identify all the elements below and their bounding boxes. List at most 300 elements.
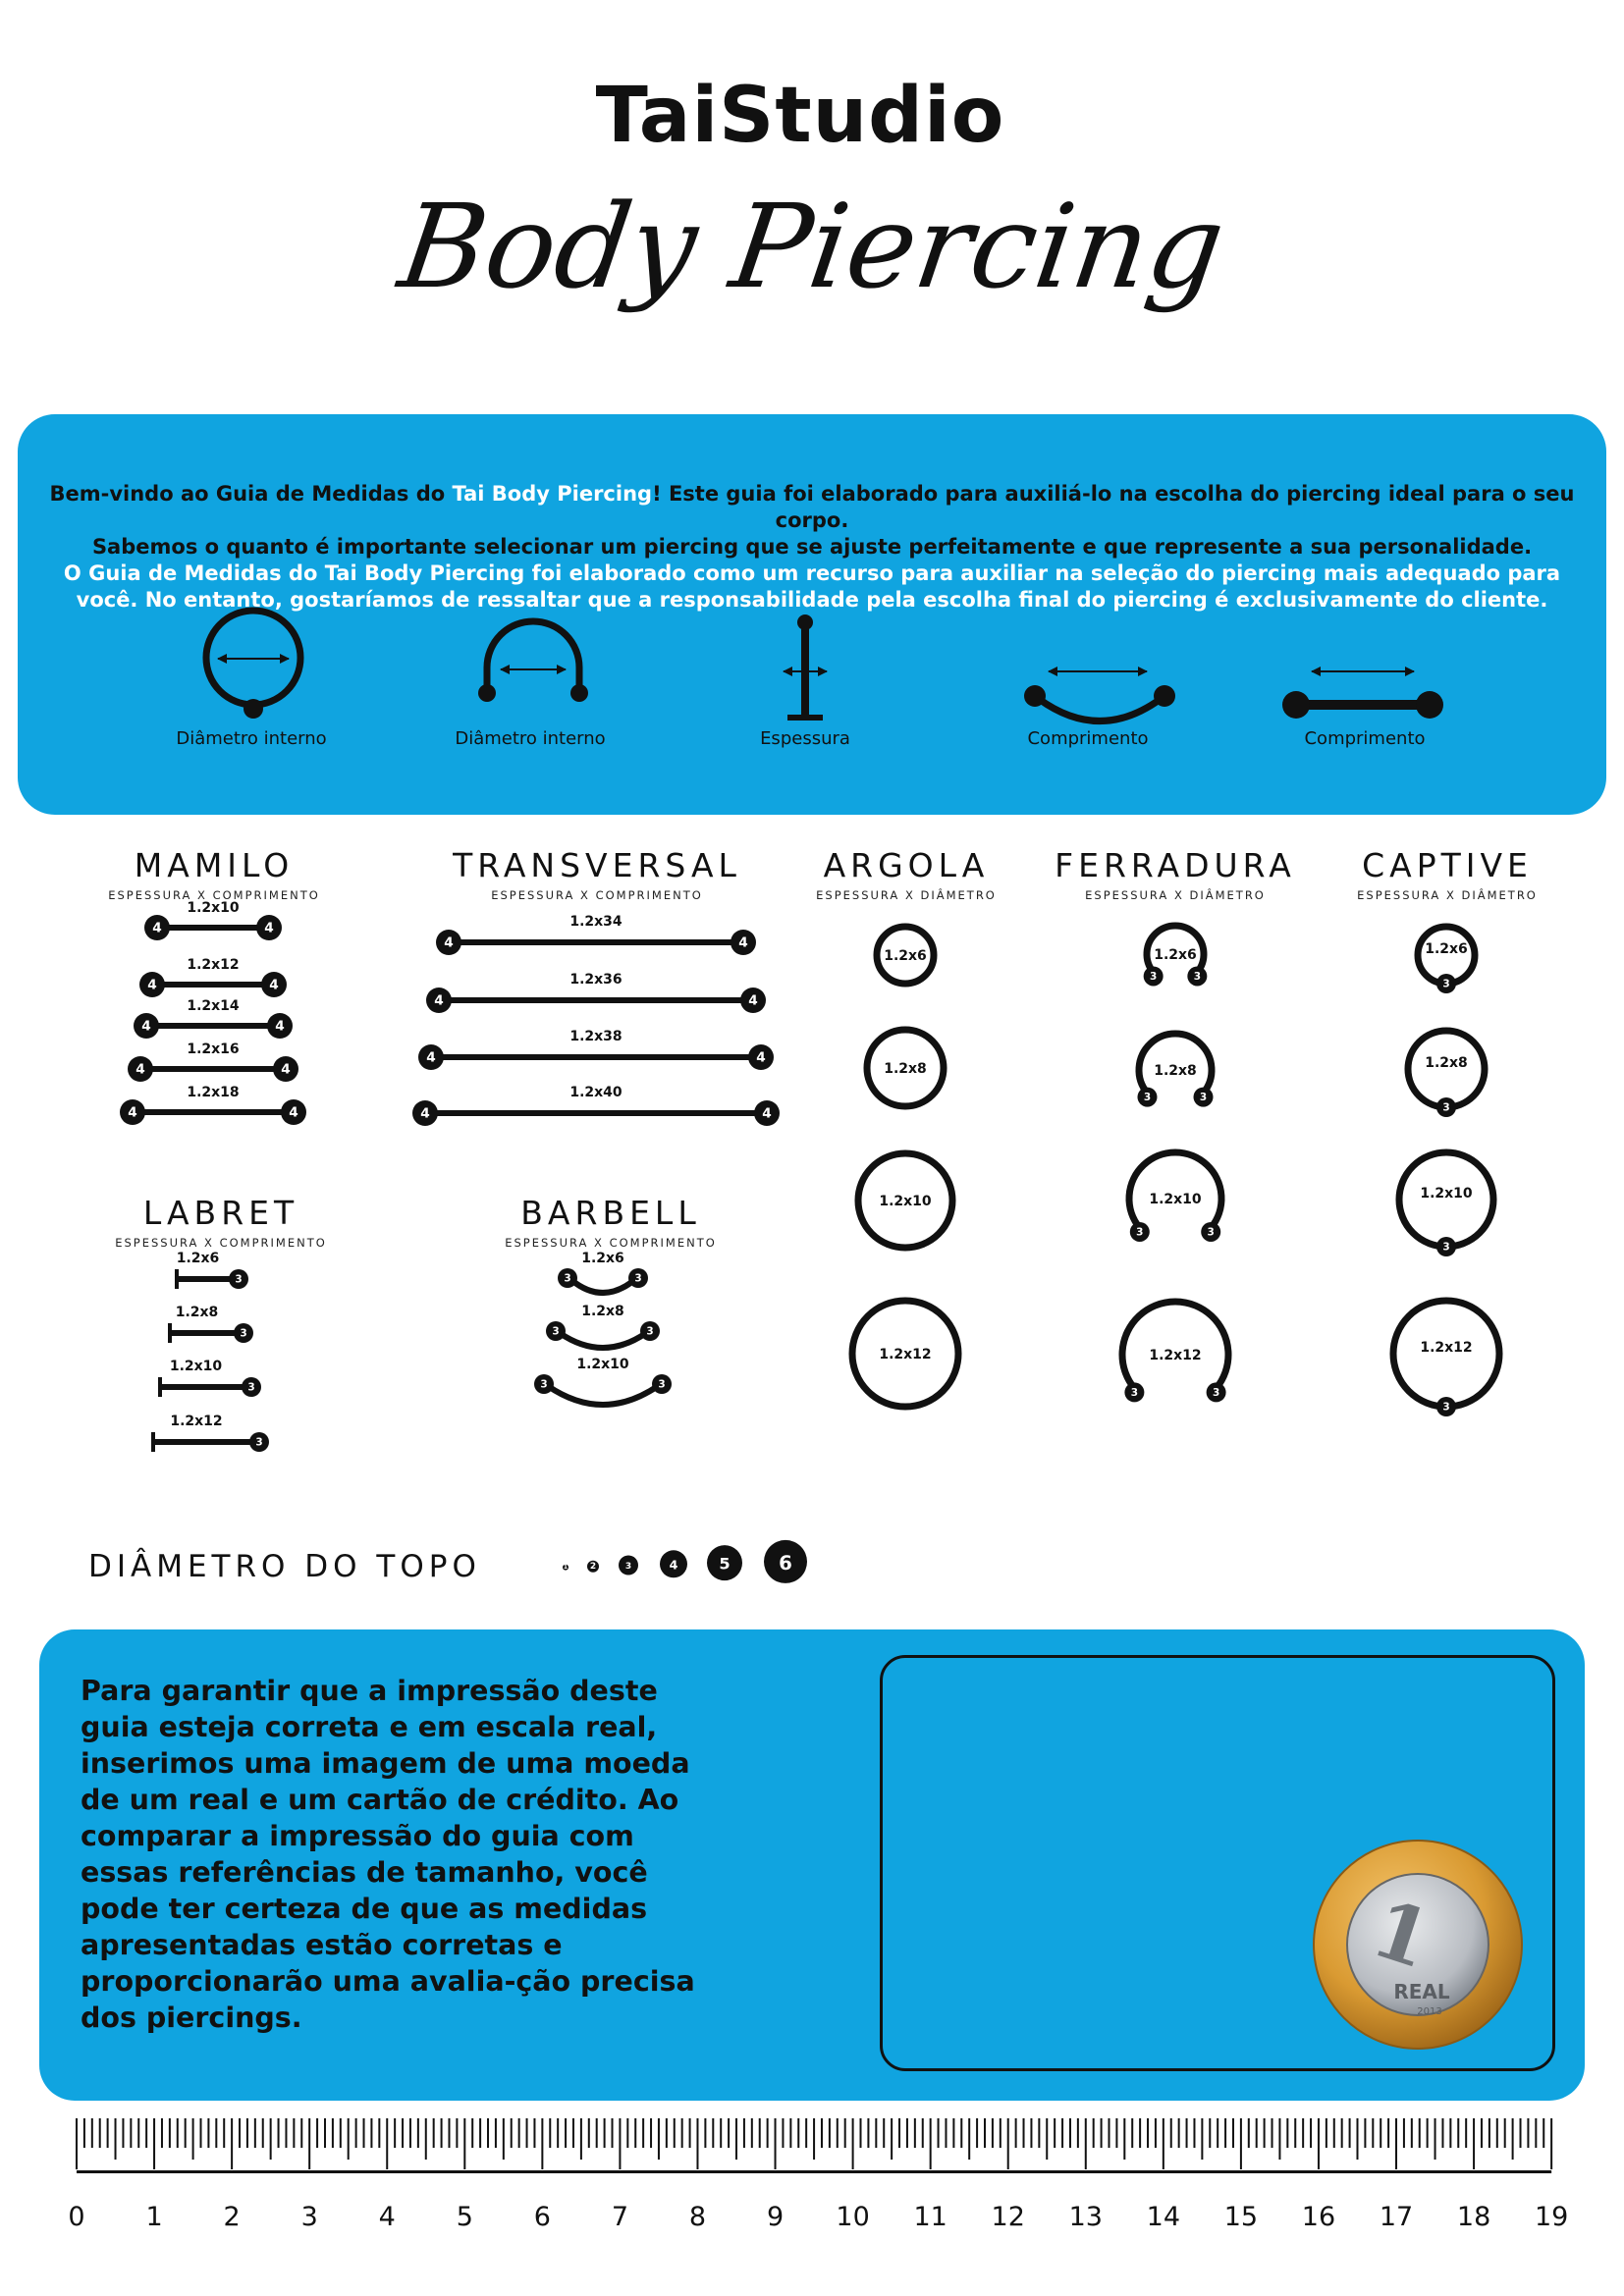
ruler-tick	[860, 2118, 862, 2148]
ruler-tick	[984, 2118, 986, 2148]
bar	[146, 1023, 280, 1029]
ball-size-label: 4	[426, 1049, 436, 1066]
ferradura-item	[1137, 1034, 1213, 1107]
ruler-tick	[1449, 2118, 1451, 2148]
ruler-tick	[83, 2118, 85, 2148]
coin-value: 1	[1361, 1881, 1442, 1987]
diagram-label-1: Diâmetro interno	[176, 728, 327, 749]
ball-size-label: 3	[1143, 1092, 1152, 1104]
ball-size-label: 4	[152, 920, 162, 936]
ruler-tick	[1496, 2118, 1498, 2148]
size-label: 1.2x34	[569, 914, 623, 930]
ball-size-label: 3	[658, 1378, 666, 1391]
size-label: 1.2x12	[879, 1347, 932, 1362]
ruler-tick	[883, 2118, 885, 2148]
ruler-tick	[1000, 2118, 1001, 2148]
argola-item	[858, 1153, 952, 1248]
ruler-tick	[1411, 2118, 1413, 2148]
ruler-tick	[572, 2118, 574, 2148]
ruler-tick	[471, 2118, 473, 2148]
ball-size-label: 4	[141, 1018, 151, 1035]
labret-item	[168, 1305, 253, 1343]
ruler-tick	[1512, 2118, 1514, 2160]
ruler-tick	[775, 2118, 777, 2169]
ruler-cm	[0, 2101, 1624, 2296]
size-label: 1.2x8	[581, 1304, 624, 1319]
ruler-tick	[278, 2118, 280, 2148]
ruler-tick	[1178, 2118, 1180, 2148]
ball-size-label: 3	[564, 1272, 571, 1285]
captive-item	[1399, 1152, 1493, 1256]
section-title: LABRET	[142, 1194, 299, 1232]
barbell-item	[546, 1304, 660, 1348]
coin-year: 2013	[1417, 2006, 1442, 2017]
ruler-tick	[557, 2118, 559, 2148]
size-label: 1.2x10	[169, 1359, 223, 1374]
ruler-tick	[945, 2118, 947, 2148]
coin-word: REAL	[1393, 1980, 1450, 2003]
flat-back	[158, 1377, 162, 1397]
ruler-tick	[1419, 2118, 1421, 2148]
intro-line-4: você. No entanto, gostaríamos de ressaltar que a responsabilidade pela escolha final do piercing é exclusivamente do cliente.	[76, 588, 1548, 612]
ruler-tick	[938, 2118, 940, 2148]
ruler-tick	[1302, 2118, 1304, 2148]
ruler-tick	[797, 2118, 799, 2148]
ball-size-label: 3	[1442, 978, 1450, 990]
mamilo-item	[144, 900, 282, 940]
mamilo-item	[128, 1041, 298, 1082]
size-label: 1.2x8	[1154, 1063, 1197, 1079]
size-label: 1.2x16	[187, 1041, 240, 1057]
size-label: 1.2x8	[175, 1305, 219, 1320]
barbell-item	[558, 1251, 648, 1293]
ball-size-label: 4	[756, 1049, 766, 1066]
ruler-tick	[1278, 2118, 1280, 2160]
ruler-label: 2	[223, 2202, 241, 2232]
labret-item	[158, 1359, 261, 1397]
coin-image	[880, 1655, 1555, 2071]
ruler-tick	[1209, 2118, 1211, 2148]
top-ball-size	[764, 1540, 807, 1583]
size-label: 1.2x10	[1420, 1186, 1473, 1201]
bar	[140, 1066, 286, 1072]
ruler-tick	[666, 2118, 668, 2148]
ball-size-label: 4	[289, 1104, 298, 1121]
top-ball-label: 5	[719, 1554, 731, 1574]
ruler-tick	[348, 2118, 350, 2160]
section-title: FERRADURA	[1055, 846, 1296, 884]
ruler-tick	[1123, 2118, 1125, 2160]
argola-item	[852, 1301, 958, 1407]
ruler-tick	[262, 2118, 264, 2148]
size-label: 1.2x6	[1425, 941, 1468, 957]
ferradura-item	[1129, 1152, 1221, 1242]
ruler-tick	[1356, 2118, 1358, 2160]
top-ball-size	[660, 1550, 687, 1577]
ruler-tick	[246, 2118, 248, 2148]
ruler-label: 12	[991, 2202, 1025, 2232]
top-ball-label: 1	[563, 1564, 568, 1571]
ruler-tick	[503, 2118, 505, 2160]
section-subtitle: ESPESSURA X COMPRIMENTO	[108, 888, 320, 902]
flat-back	[175, 1269, 179, 1289]
horseshoe	[1122, 1302, 1228, 1388]
ruler-label: 9	[766, 2202, 785, 2232]
section-title: TRANSVERSAL	[453, 846, 741, 884]
ruler-label: 18	[1456, 2202, 1491, 2232]
diagram-label-5: Comprimento	[1304, 728, 1426, 749]
top-ball-label: 6	[779, 1551, 792, 1575]
ruler-tick	[612, 2118, 614, 2148]
ruler-label: 16	[1301, 2202, 1336, 2232]
ruler-tick	[199, 2118, 201, 2148]
ruler-tick	[1077, 2118, 1079, 2148]
ruler-tick	[215, 2118, 217, 2148]
diagram-label-2: Diâmetro interno	[455, 728, 606, 749]
ruler-tick	[1310, 2118, 1312, 2148]
ball-size-label: 3	[634, 1272, 642, 1285]
transversal-item	[436, 914, 756, 955]
ball-size-label: 3	[255, 1436, 263, 1449]
ruler-tick	[239, 2118, 241, 2148]
ruler-tick	[192, 2118, 194, 2160]
top-ball-label: 2	[589, 1561, 597, 1572]
top-diameter-title: DIÂMETRO DO TOPO	[88, 1549, 481, 1584]
section-title: CAPTIVE	[1362, 846, 1533, 884]
ball-size-label: 4	[264, 920, 274, 936]
ruler-tick	[844, 2118, 846, 2148]
ball-size-label: 4	[738, 934, 748, 951]
ball-size-label: 4	[147, 977, 157, 993]
ruler-tick	[1038, 2118, 1040, 2148]
top-ball-size	[587, 1561, 599, 1573]
section-subtitle: ESPESSURA X COMPRIMENTO	[505, 1236, 717, 1250]
size-label: 1.2x8	[884, 1061, 927, 1077]
ruler-tick	[308, 2118, 310, 2169]
ruler-tick	[712, 2118, 714, 2148]
ruler-tick	[1155, 2118, 1157, 2148]
ruler-tick	[441, 2118, 443, 2148]
ruler-tick	[914, 2118, 916, 2148]
ruler-tick	[130, 2118, 132, 2148]
ruler-tick	[681, 2118, 683, 2148]
ruler-tick	[549, 2118, 551, 2148]
intro-line-1b: ! Este guia foi elaborado para auxiliá-lo na escolha do piercing ideal para o seu corpo.	[652, 482, 1575, 532]
size-label: 1.2x8	[1425, 1055, 1468, 1071]
ruler-tick	[1550, 2118, 1552, 2169]
top-ball-size	[563, 1564, 568, 1571]
curved-bar	[571, 1280, 634, 1293]
ruler-label: 3	[300, 2202, 318, 2232]
ruler-tick	[1224, 2118, 1226, 2148]
bar	[449, 939, 743, 945]
ruler-tick	[285, 2118, 287, 2148]
credit-card-outline	[880, 1655, 1555, 2071]
ruler-tick	[1326, 2118, 1327, 2148]
bar	[431, 1054, 761, 1060]
ruler-tick	[1007, 2118, 1009, 2169]
ball-size-label: 4	[135, 1061, 145, 1078]
transversal-item	[418, 1029, 774, 1070]
ruler-tick	[642, 2118, 644, 2148]
ruler-tick	[1318, 2118, 1320, 2169]
diagram-label-3: Espessura	[760, 728, 850, 749]
ruler-tick	[1441, 2118, 1443, 2148]
size-label: 1.2x10	[1149, 1192, 1202, 1207]
ruler-tick	[1520, 2118, 1522, 2148]
ruler-tick	[960, 2118, 962, 2148]
section-subtitle: ESPESSURA X DIÂMETRO	[816, 888, 997, 902]
ruler-label: 6	[533, 2202, 551, 2232]
ruler-tick	[720, 2118, 722, 2148]
ruler-tick	[813, 2118, 815, 2160]
bar	[170, 1330, 244, 1336]
ball-size-label: 4	[444, 934, 454, 951]
size-label: 1.2x6	[581, 1251, 624, 1266]
ball-size-label: 4	[420, 1105, 430, 1122]
intro-line-1a: Bem-vindo ao Guia de Medidas do	[49, 482, 453, 506]
ruler-tick	[487, 2118, 489, 2148]
ruler-tick	[1093, 2118, 1095, 2148]
ruler-tick	[728, 2118, 730, 2148]
captive-item	[1393, 1301, 1499, 1416]
ruler-tick	[541, 2118, 543, 2169]
size-label: 1.2x12	[170, 1414, 223, 1429]
ruler-tick	[463, 2118, 465, 2169]
bar	[133, 1109, 294, 1115]
bar	[152, 982, 274, 988]
captive-item	[1418, 927, 1475, 993]
ball-size-label: 4	[748, 992, 758, 1009]
ruler-tick	[650, 2118, 652, 2148]
ruler-label: 10	[836, 2202, 870, 2232]
ruler-tick	[1527, 2118, 1529, 2148]
transversal-item	[426, 972, 766, 1013]
ruler-label: 1	[145, 2202, 163, 2232]
ruler-tick	[1248, 2118, 1250, 2148]
intro-line-2: Sabemos o quanto é importante selecionar um piercing que se ajuste perfeitamente e que represente a sua personalidade.	[91, 535, 1533, 559]
argola-item	[877, 927, 934, 984]
size-label: 1.2x36	[569, 972, 623, 988]
ruler-tick	[922, 2118, 924, 2148]
ruler-tick	[231, 2118, 233, 2169]
ruler-tick	[782, 2118, 784, 2148]
labret-item	[175, 1251, 248, 1289]
ball-size-label: 3	[240, 1327, 247, 1340]
ruler-label: 15	[1223, 2202, 1259, 2232]
ruler-tick	[293, 2118, 295, 2148]
ruler-tick	[479, 2118, 481, 2148]
ruler-tick	[1457, 2118, 1459, 2148]
ruler-tick	[580, 2118, 582, 2160]
ruler-tick	[1341, 2118, 1343, 2148]
ruler-tick	[1395, 2118, 1397, 2169]
ruler-tick	[169, 2118, 171, 2148]
ball-size-label: 3	[1193, 971, 1202, 984]
ruler-tick	[1364, 2118, 1366, 2148]
ruler-tick	[254, 2118, 256, 2148]
ruler-tick	[145, 2118, 147, 2148]
ruler-tick	[425, 2118, 427, 2160]
ruler-tick	[674, 2118, 676, 2148]
ruler-tick	[1054, 2118, 1056, 2148]
ruler-label: 8	[688, 2202, 707, 2232]
ruler-tick	[1380, 2118, 1381, 2148]
ruler-tick	[1349, 2118, 1351, 2148]
diagram-label-4: Comprimento	[1027, 728, 1149, 749]
ball-size-label: 3	[1207, 1226, 1215, 1239]
ball-size-label: 3	[1212, 1387, 1220, 1400]
ruler-tick	[875, 2118, 877, 2148]
ruler-tick	[1232, 2118, 1234, 2148]
size-label: 1.2x40	[569, 1085, 623, 1100]
ruler-tick	[1015, 2118, 1017, 2148]
ruler-tick	[634, 2118, 636, 2148]
ball-size-label: 3	[235, 1273, 243, 1286]
ruler-tick	[1427, 2118, 1429, 2148]
top-ball-size	[619, 1556, 638, 1575]
ferradura-item	[1122, 1302, 1228, 1402]
ruler-tick	[1240, 2118, 1242, 2169]
ruler-tick	[1403, 2118, 1405, 2148]
ruler-baseline	[77, 2170, 1551, 2173]
ruler-tick	[658, 2118, 660, 2160]
ruler-tick	[417, 2118, 419, 2148]
ball-size-label: 4	[762, 1105, 772, 1122]
ruler-tick	[1435, 2118, 1436, 2160]
top-ball-label: 4	[669, 1557, 678, 1573]
ruler-tick	[704, 2118, 706, 2148]
flat-back	[151, 1432, 155, 1452]
ruler-tick	[968, 2118, 970, 2160]
size-label: 1.2x12	[1149, 1348, 1202, 1363]
ruler-tick	[324, 2118, 326, 2148]
mamilo-item	[134, 998, 293, 1039]
bar	[157, 925, 269, 931]
size-label: 1.2x10	[576, 1357, 629, 1372]
curved-bar	[548, 1386, 658, 1405]
ruler-tick	[363, 2118, 365, 2148]
ruler-tick	[976, 2118, 978, 2148]
ruler-tick	[743, 2118, 745, 2148]
ruler-tick	[805, 2118, 807, 2148]
ruler-tick	[1465, 2118, 1467, 2148]
ruler-tick	[891, 2118, 893, 2160]
section-title: ARGOLA	[823, 846, 990, 884]
size-label: 1.2x38	[569, 1029, 623, 1044]
brand-tagline: Body Piercing	[392, 179, 1232, 314]
ruler-tick	[867, 2118, 869, 2148]
ruler-tick	[1030, 2118, 1032, 2148]
ruler-tick	[300, 2118, 302, 2148]
ball-size-label: 3	[1442, 1101, 1450, 1114]
ruler-tick	[386, 2118, 388, 2169]
ruler-tick	[1489, 2118, 1490, 2148]
ruler-tick	[1085, 2118, 1087, 2169]
ruler-tick	[270, 2118, 272, 2160]
print-scale-panel	[39, 1629, 1585, 2101]
ruler-tick	[1481, 2118, 1483, 2148]
ruler-tick	[992, 2118, 994, 2148]
ruler-tick	[767, 2118, 769, 2148]
size-label: 1.2x14	[187, 998, 240, 1014]
ruler-tick	[735, 2118, 737, 2160]
ball-size-label: 4	[128, 1104, 137, 1121]
ball-size-label: 3	[1199, 1092, 1208, 1104]
ruler-tick	[1069, 2118, 1071, 2148]
ruler-tick	[161, 2118, 163, 2148]
ruler-tick	[565, 2118, 567, 2148]
ruler-tick	[751, 2118, 753, 2148]
section-title: MAMILO	[134, 846, 295, 884]
ruler-tick	[316, 2118, 318, 2148]
ruler-tick	[837, 2118, 839, 2148]
ruler-tick	[456, 2118, 458, 2148]
ruler-tick	[122, 2118, 124, 2148]
ruler-tick	[1046, 2118, 1048, 2160]
ruler-tick	[448, 2118, 450, 2148]
ruler-tick	[1504, 2118, 1506, 2148]
section-subtitle: ESPESSURA X COMPRIMENTO	[491, 888, 703, 902]
curved-bar	[560, 1333, 646, 1348]
ruler-tick	[1201, 2118, 1203, 2160]
ball-size-label: 3	[1149, 971, 1158, 984]
bar	[153, 1439, 259, 1445]
ruler-tick	[402, 2118, 404, 2148]
ruler-label: 14	[1146, 2202, 1181, 2232]
ruler-tick	[185, 2118, 187, 2148]
ruler-tick	[511, 2118, 513, 2148]
ball-size-label: 3	[1130, 1387, 1139, 1400]
ruler-tick	[1170, 2118, 1172, 2148]
ruler-tick	[930, 2118, 932, 2169]
ruler-tick	[1186, 2118, 1188, 2148]
captive-item	[1408, 1031, 1485, 1117]
ball-size-label: 4	[281, 1061, 291, 1078]
ruler-label: 7	[611, 2202, 629, 2232]
flat-back	[168, 1323, 172, 1343]
ruler-tick	[696, 2118, 698, 2169]
ruler-tick	[1108, 2118, 1110, 2148]
size-label: 1.2x6	[176, 1251, 220, 1266]
ruler-label: 19	[1534, 2202, 1569, 2232]
section-subtitle: ESPESSURA X COMPRIMENTO	[115, 1236, 327, 1250]
ruler-tick	[370, 2118, 372, 2148]
ruler-tick	[952, 2118, 954, 2148]
labret-item	[151, 1414, 269, 1452]
section-subtitle: ESPESSURA X DIÂMETRO	[1085, 888, 1266, 902]
size-label: 1.2x12	[1420, 1340, 1473, 1356]
ferradura-item	[1144, 926, 1208, 986]
size-label: 1.2x10	[879, 1194, 932, 1209]
mamilo-item	[120, 1085, 306, 1125]
ruler-tick	[99, 2118, 101, 2148]
ruler-tick	[76, 2118, 78, 2169]
ruler-tick	[223, 2118, 225, 2148]
ruler-tick	[137, 2118, 139, 2148]
ruler-label: 0	[68, 2202, 85, 2232]
ruler-tick	[378, 2118, 380, 2148]
ruler-tick	[626, 2118, 628, 2148]
ruler-tick	[619, 2118, 621, 2169]
ruler-tick	[1217, 2118, 1218, 2148]
mamilo-item	[139, 957, 287, 997]
ruler-tick	[394, 2118, 396, 2148]
ruler-tick	[115, 2118, 117, 2160]
ball-size-label: 3	[1442, 1241, 1450, 1254]
ruler-tick	[1163, 2118, 1164, 2169]
ruler-tick	[852, 2118, 854, 2169]
